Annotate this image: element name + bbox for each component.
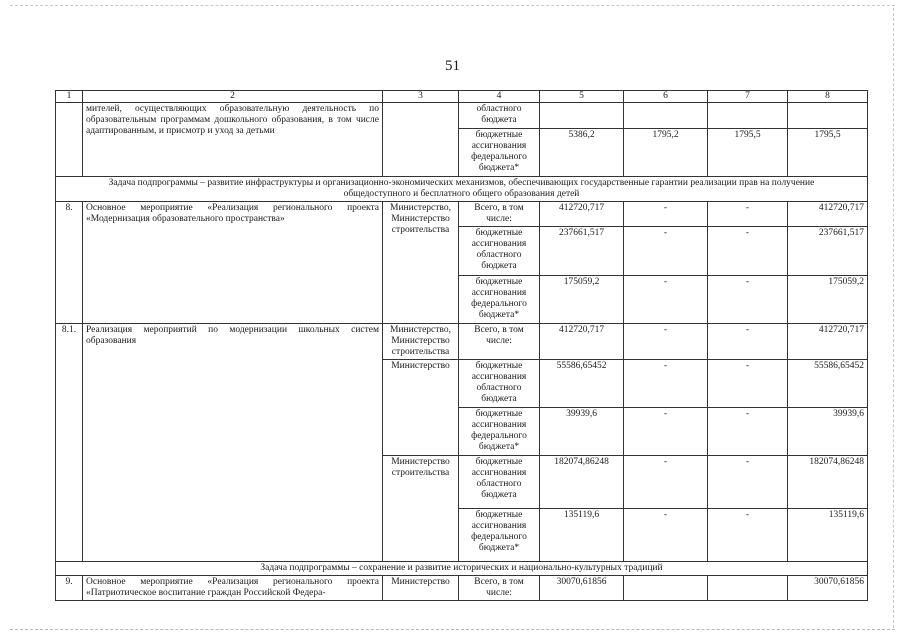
row-number: 8. bbox=[56, 202, 83, 324]
funding-source: бюджетные ассигнования федерального бюджета* bbox=[459, 509, 540, 562]
column-number: 7 bbox=[708, 91, 788, 103]
value-cell: - bbox=[624, 360, 708, 408]
value-cell: - bbox=[624, 324, 708, 360]
value-cell: 175059,2 bbox=[540, 276, 624, 324]
column-number-row bbox=[56, 91, 868, 103]
budget-table bbox=[55, 90, 868, 601]
value-cell: 39939,6 bbox=[540, 408, 624, 456]
value-cell: 1795,5 bbox=[708, 129, 788, 177]
value-cell: 412720,717 bbox=[788, 202, 868, 227]
table-row bbox=[56, 576, 868, 601]
value-cell: 39939,6 bbox=[788, 408, 868, 456]
value-cell: 412720,717 bbox=[540, 324, 624, 360]
value-cell: - bbox=[624, 456, 708, 509]
column-number: 8 bbox=[788, 91, 868, 103]
funding-source: бюджетные ассигнования федерального бюджета* bbox=[459, 129, 540, 177]
column-number: 3 bbox=[383, 91, 459, 103]
measure-description: мителей, осуществляющих образовательную деятельность по образовательным программам дошкольного образования, в том числе адаптированным, и присмотр и уход за детьми bbox=[83, 103, 383, 177]
funding-source: бюджетные ассигнования федерального бюджета* bbox=[459, 276, 540, 324]
value-cell: 135119,6 bbox=[540, 509, 624, 562]
value-cell: 1795,2 bbox=[624, 129, 708, 177]
column-number: 5 bbox=[540, 91, 624, 103]
funding-source: Всего, в том числе: bbox=[459, 324, 540, 360]
funding-source: бюджетные ассигнования федерального бюджета* bbox=[459, 408, 540, 456]
value-cell: 135119,6 bbox=[788, 509, 868, 562]
value-cell: 412720,717 bbox=[788, 324, 868, 360]
value-cell: 182074,86248 bbox=[540, 456, 624, 509]
value-cell bbox=[708, 576, 788, 601]
column-number: 1 bbox=[56, 91, 83, 103]
executor: Министерство, Министерство строительства bbox=[383, 202, 459, 324]
value-cell: - bbox=[708, 408, 788, 456]
table-row bbox=[56, 324, 868, 360]
value-cell: - bbox=[708, 456, 788, 509]
funding-source: Всего, в том числе: bbox=[459, 202, 540, 227]
row-number: 9. bbox=[56, 576, 83, 601]
value-cell: 5386,2 bbox=[540, 129, 624, 177]
task-row bbox=[56, 177, 868, 202]
executor: Министерство, Министерство строительства bbox=[383, 324, 459, 360]
task-row bbox=[56, 562, 868, 576]
value-cell: - bbox=[708, 324, 788, 360]
value-cell: 30070,61856 bbox=[540, 576, 624, 601]
value-cell bbox=[708, 103, 788, 129]
column-number: 4 bbox=[459, 91, 540, 103]
value-cell: 55586,65452 bbox=[788, 360, 868, 408]
task-heading: Задача подпрограммы – сохранение и развитие исторических и национально-культурных традиций bbox=[56, 562, 868, 576]
value-cell: 182074,86248 bbox=[788, 456, 868, 509]
funding-source: бюджетные ассигнования областного бюджета bbox=[459, 227, 540, 276]
value-cell bbox=[624, 103, 708, 129]
value-cell bbox=[540, 103, 624, 129]
scan-edge-top bbox=[10, 5, 895, 6]
page-number: 51 bbox=[445, 58, 460, 74]
value-cell: - bbox=[708, 509, 788, 562]
value-cell: 237661,517 bbox=[788, 227, 868, 276]
measure-description: Основное мероприятие «Реализация регионального проекта «Патриотическое воспитание граждан Российской Федера- bbox=[83, 576, 383, 601]
value-cell: - bbox=[708, 227, 788, 276]
value-cell bbox=[788, 103, 868, 129]
value-cell: 412720,717 bbox=[540, 202, 624, 227]
value-cell: - bbox=[708, 360, 788, 408]
task-heading: Задача подпрограммы – развитие инфраструктуры и организационно-экономических механизмов, обеспечивающих государственные гарантии реализации прав на получение общедоступного и бесплатного общего образования детей bbox=[56, 177, 868, 202]
value-cell: 175059,2 bbox=[788, 276, 868, 324]
value-cell: - bbox=[624, 202, 708, 227]
funding-source: Всего, в том числе: bbox=[459, 576, 540, 601]
table-row bbox=[56, 103, 868, 129]
column-number: 2 bbox=[83, 91, 383, 103]
value-cell: - bbox=[624, 276, 708, 324]
funding-source: областного бюджета bbox=[459, 103, 540, 129]
row-number bbox=[56, 103, 83, 177]
measure-description: Основное мероприятие «Реализация регионального проекта «Модернизация образовательного пространства» bbox=[83, 202, 383, 324]
value-cell: 30070,61856 bbox=[788, 576, 868, 601]
row-number: 8.1. bbox=[56, 324, 83, 562]
column-number: 6 bbox=[624, 91, 708, 103]
value-cell: - bbox=[624, 509, 708, 562]
executor: Министерство строительства bbox=[383, 456, 459, 562]
value-cell: 55586,65452 bbox=[540, 360, 624, 408]
funding-source: бюджетные ассигнования областного бюджета bbox=[459, 360, 540, 408]
executor bbox=[383, 103, 459, 177]
value-cell: - bbox=[624, 227, 708, 276]
value-cell bbox=[624, 576, 708, 601]
scan-edge-right bbox=[893, 8, 894, 628]
measure-description: Реализация мероприятий по модернизации школьных систем образования bbox=[83, 324, 383, 562]
value-cell: - bbox=[708, 276, 788, 324]
value-cell: - bbox=[624, 408, 708, 456]
value-cell: - bbox=[708, 202, 788, 227]
funding-source: бюджетные ассигнования областного бюджета bbox=[459, 456, 540, 509]
value-cell: 1795,5 bbox=[788, 129, 868, 177]
table-row bbox=[56, 202, 868, 227]
scan-edge-bottom bbox=[10, 629, 895, 630]
executor: Министерство bbox=[383, 576, 459, 601]
executor: Министерство bbox=[383, 360, 459, 456]
value-cell: 237661,517 bbox=[540, 227, 624, 276]
